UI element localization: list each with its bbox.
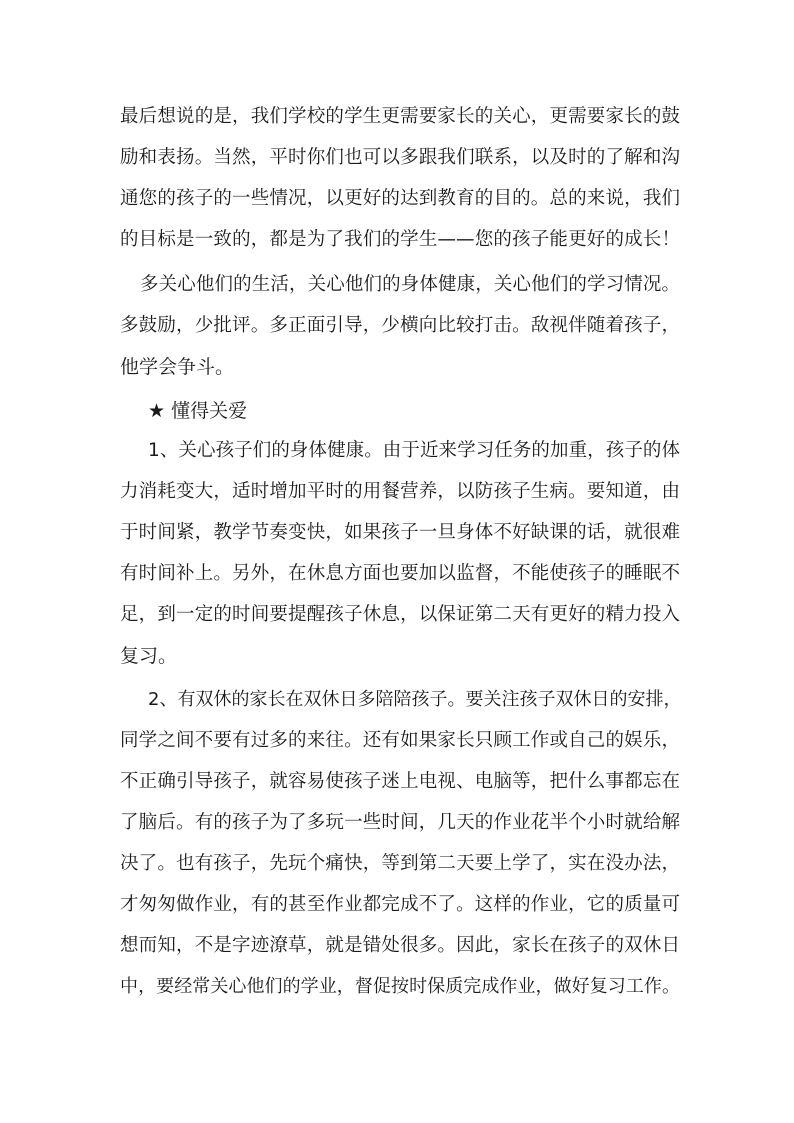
paragraph-closing-line-3: 通您的孩子的一些情况，以更好的达到教育的目的。总的来说，我们 xyxy=(120,188,680,209)
item-2-line-6: 才匆匆做作业，有的甚至作业都完成不了。这样的作业，它的质量可 xyxy=(120,894,680,915)
item-1-line-6: 复习。 xyxy=(120,645,178,667)
item-2-line-2: 同学之间不要有过多的来往。还有如果家长只顾工作或自己的娱乐， xyxy=(120,730,680,751)
paragraph-closing-line-2: 励和表扬。当然，平时你们也可以多跟我们联系，以及时的了解和沟 xyxy=(120,147,680,168)
item-2-line-5: 决了。也有孩子，先玩个痛快，等到第二天要上学了，实在没办法， xyxy=(120,853,680,874)
item-2-line-1: 2、有双休的家长在双休日多陪陪孩子。要关注孩子双休日的安排， xyxy=(148,689,682,710)
item-2-line-7: 想而知，不是字迹潦草，就是错处很多。因此，家长在孩子的双休日 xyxy=(120,935,680,956)
paragraph-closing-line-4: 的目标是一致的，都是为了我们的学生——您的孩子能更好的成长！ xyxy=(120,229,680,250)
item-1-line-3: 于时间紧，教学节奏变快，如果孩子一旦身体不好缺课的话，就很难 xyxy=(120,522,680,543)
section-heading: ★ 懂得关爱 xyxy=(148,400,248,422)
item-1-line-2: 力消耗变大，适时增加平时的用餐营养，以防孩子生病。要知道，由 xyxy=(120,481,680,502)
item-2-line-8: 中，要经常关心他们的学业，督促按时保质完成作业，做好复习工作。 xyxy=(120,976,680,997)
paragraph-care-line-1: 多关心他们的生活，关心他们的身体健康，关心他们的学习情况。 xyxy=(140,274,680,295)
paragraph-closing-line-1: 最后想说的是，我们学校的学生更需要家长的关心，更需要家长的鼓 xyxy=(120,106,680,127)
item-1-line-4: 有时间补上。另外，在休息方面也要加以监督，不能使孩子的睡眠不 xyxy=(120,563,680,584)
item-2-line-3: 不正确引导孩子，就容易使孩子迷上电视、电脑等，把什么事都忘在 xyxy=(120,771,680,792)
item-2-line-4: 了脑后。有的孩子为了多玩一些时间，几天的作业花半个小时就给解 xyxy=(120,812,680,833)
item-1-line-1: 1、关心孩子们的身体健康。由于近来学习任务的加重，孩子的体 xyxy=(148,440,680,461)
item-1-line-5: 足，到一定的时间要提醒孩子休息，以保证第二天有更好的精力投入 xyxy=(120,604,680,625)
paragraph-care-line-2: 多鼓励，少批评。多正面引导，少横向比较打击。敌视伴随着孩子， xyxy=(120,315,680,336)
paragraph-care-line-3: 他学会争斗。 xyxy=(120,356,235,378)
